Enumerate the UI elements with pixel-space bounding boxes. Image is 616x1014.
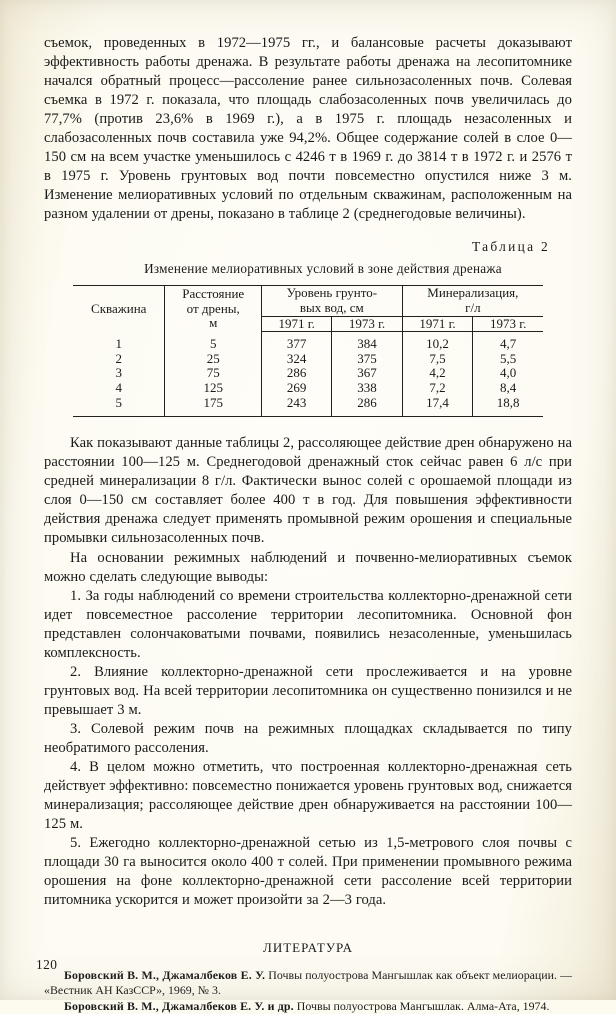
cell-groundwater-1971: 286 <box>261 366 331 381</box>
distance-line-3: м <box>209 315 218 331</box>
conclusion-item-1: 1. За годы наблюдений со времени строительства коллекторно-дренажной сети идет повсеместное рассоление территории лесопитомника. Основной фон представлен солончаковатыми почвами, появились незасоленные, уменьшилась комплексность. <box>44 587 572 661</box>
column-header-distance <box>165 286 262 332</box>
table-row <box>73 366 543 381</box>
distance-line-2: от дрены, <box>186 300 240 316</box>
cell-groundwater-1971: 377 <box>261 332 331 352</box>
table-number: Таблица 2 <box>472 239 550 255</box>
cell-groundwater-1973: 286 <box>332 396 402 417</box>
groundwater-line-1: Уровень грунто- <box>286 285 378 301</box>
table-body <box>73 332 543 417</box>
melioration-conditions-table <box>73 285 543 417</box>
column-header-mineralization-1973: 1973 г. <box>473 316 543 332</box>
column-header-mineralization-1971: 1971 г. <box>402 316 473 332</box>
cell-groundwater-1973: 375 <box>332 352 402 367</box>
cell-mineralization-1971: 7,5 <box>402 352 473 367</box>
groundwater-line-2: вых вод, см <box>299 300 364 316</box>
references-heading: ЛИТЕРАТУРА <box>263 940 353 956</box>
table-block <box>44 239 572 417</box>
column-header-well: Скважина <box>73 286 165 332</box>
cell-mineralization-1973: 8,4 <box>473 381 543 396</box>
cell-distance: 75 <box>165 366 262 381</box>
cell-mineralization-1971: 10,2 <box>402 332 473 352</box>
mineralization-line-1: Минерализация, <box>427 285 519 301</box>
paragraph-intro: съемок, проведенных в 1972—1975 гг., и балансовые расчеты доказывают эффективность работы дренажа. В результате работы дренажа на лесопитомнике начался обратный процесс—рассоление ранее сильнозасоленных почв. Солевая съемка в 1972 г. показала, что площадь слабозасоленных почв увеличилась до 77,7% (против 23,6% в 1969 г.), а в 1975 г. площадь незасоленных и слабозасоленных почв составила уже 94,2%. Общее содержание солей в слое 0—150 см на всем участке уменьшилось с 4246 т в 1969 г. до 3814 т в 1972 г. и 2576 т в 1975 г. Уровень грунтовых вод почти повсеместно опустился ниже 3 м. Изменение мелиоративных условий по отдельным скважинам, расположенным на разном удалении от дрены, показано в таблице 2 (среднегодовые величины). <box>44 35 572 223</box>
cell-mineralization-1971: 7,2 <box>402 381 473 396</box>
conclusion-item-2: 2. Влияние коллекторно-дренажной сети прослеживается и на уровне грунтовых вод. На всей территории лесопитомника он существенно понизился и не превышает 3 м. <box>44 663 572 718</box>
conclusion-item-5: 5. Ежегодно коллекторно-дренажной сетью из 1,5-метрового слоя почвы с площади 30 га выносится около 400 т солей. При применении промывного режима орошения на фоне коллекторно-дренажной сети рассоление всей территории питомника ускорится и может произойти за 2—3 года. <box>44 835 572 909</box>
distance-line-1: Расстояние <box>182 286 245 302</box>
cell-groundwater-1971: 324 <box>261 352 331 367</box>
table-head <box>73 286 543 332</box>
cell-groundwater-1973: 367 <box>332 366 402 381</box>
cell-groundwater-1971: 269 <box>261 381 331 396</box>
mineralization-line-2: г/л <box>465 300 481 316</box>
cell-distance: 125 <box>165 381 262 396</box>
reference-rest: Почвы полуострова Мангышлак как объект мелиорации. — «Вестник АН КазССР», 1969, № 3. <box>44 968 572 998</box>
reference-item <box>44 968 572 998</box>
reference-authors: Боровский В. М., Джамалбеков Е. У. и др. <box>64 998 294 1013</box>
conclusion-item-4: 4. В целом можно отметить, что построенная коллекторно-дренажная сеть действует эффективно: повсеместно понижается уровень грунтовых вод, снижается минерализация; рассоляющее действие дрен обнаруживается на расстоянии 100—125 м. <box>44 759 572 833</box>
cell-distance: 5 <box>165 332 262 352</box>
cell-mineralization-1973: 4,0 <box>473 366 543 381</box>
reference-rest: Почвы полуострова Мангышлак. Алма-Ата, 1974. <box>293 998 550 1013</box>
cell-well: 1 <box>115 336 122 351</box>
table-row <box>73 352 543 367</box>
cell-mineralization-1973: 4,7 <box>473 332 543 352</box>
reference-item <box>44 999 572 1014</box>
cell-well: 2 <box>115 350 122 366</box>
table-row <box>73 396 543 417</box>
cell-well: 4 <box>115 380 122 396</box>
cell-mineralization-1973: 5,5 <box>473 352 543 367</box>
column-header-groundwater-1971: 1971 г. <box>261 316 331 332</box>
column-header-groundwater-1973: 1973 г. <box>332 316 402 332</box>
column-group-header-groundwater-level <box>261 286 402 316</box>
table-row <box>73 381 543 396</box>
column-group-header-mineralization <box>402 286 543 316</box>
cell-distance: 25 <box>165 352 262 367</box>
page-content <box>44 34 572 1014</box>
cell-well: 3 <box>115 365 122 381</box>
cell-mineralization-1973: 18,8 <box>473 396 543 417</box>
table-header-row-groups <box>73 286 543 316</box>
cell-mineralization-1971: 17,4 <box>402 396 473 417</box>
paragraph-drain-effect: Как показывают данные таблицы 2, рассоляющее действие дрен обнаружено на расстоянии 100—125 м. Среднегодовой дренажный сток сейчас равен 6 л/с при средней минерализации 8 г/л. Фактически вынос солей с орошаемой площади из слоя 0—150 см составляет более 400 т в год. Для повышения эффективности действия дренажа следует применять промывной режим орошения и специальные промывки сильнозасоленных почв. <box>44 435 572 547</box>
table-row <box>73 332 543 352</box>
cell-well: 5 <box>73 396 165 417</box>
paragraph-conclusions-lead: На основании режимных наблюдений и почвенно-мелиоративных съемок можно сделать следующие выводы: <box>44 549 572 585</box>
cell-groundwater-1971: 243 <box>261 396 331 417</box>
cell-mineralization-1971: 4,2 <box>402 366 473 381</box>
cell-groundwater-1973: 384 <box>332 332 402 352</box>
conclusion-item-3: 3. Солевой режим почв на режимных площадках складывается по типу необратимого рассоления. <box>44 720 572 756</box>
cell-distance: 175 <box>165 396 262 417</box>
reference-authors: Боровский В. М., Джамалбеков Е. У. <box>64 968 266 983</box>
cell-groundwater-1973: 338 <box>332 381 402 396</box>
table-caption: Изменение мелиоративных условий в зоне действия дренажа <box>144 261 502 277</box>
page-number: 120 <box>36 957 58 972</box>
